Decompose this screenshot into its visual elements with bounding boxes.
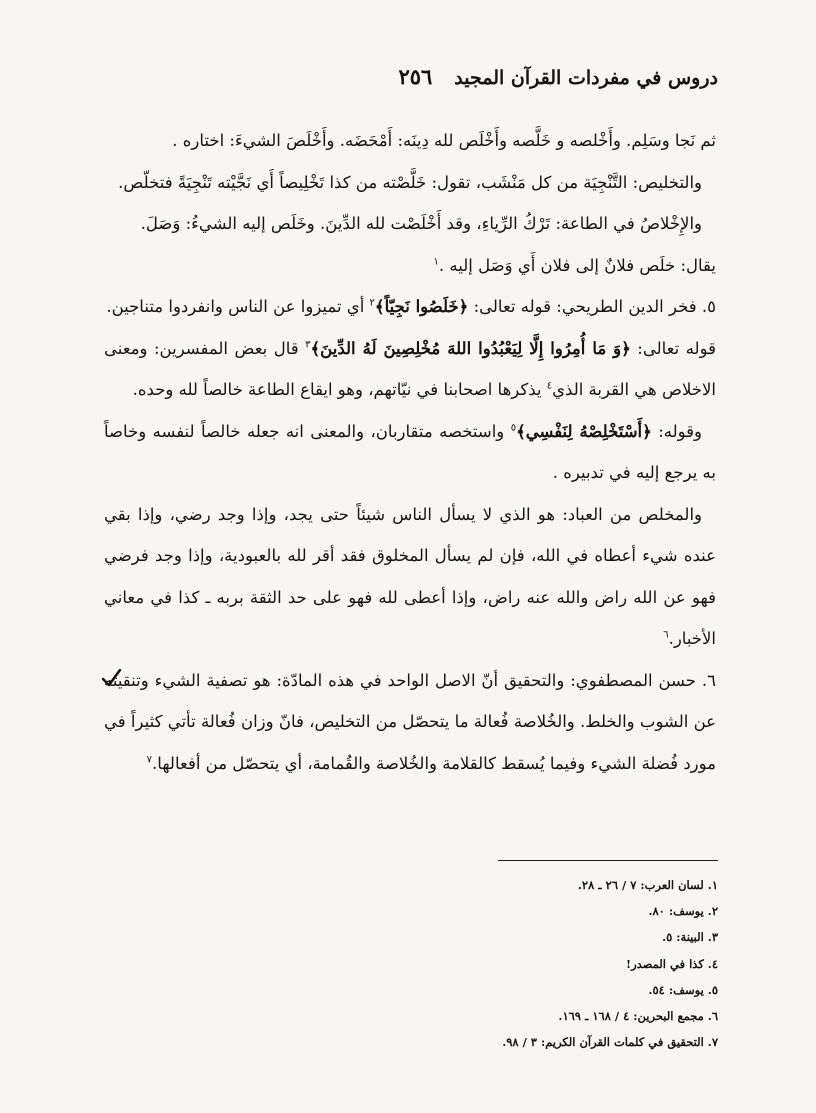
body-text	[104, 120, 716, 784]
footnote-item: ٥. يوسف: ٥٤.	[648, 982, 718, 997]
header-title: دروس في مفردات القرآن المجيد	[454, 67, 718, 89]
quran-quote: ﴿خَلَصُوا نَجِيّاً﴾	[374, 297, 469, 316]
line-3: والإِخْلاصُ في الطاعة: تَرْكُ الرِّياءِ، وقد أَخْلَصْت لله الدِّينَ. وخَلَص إليه الشيءُ: وَصَلَ.	[140, 214, 702, 233]
footnote-ref: ٢	[369, 297, 375, 309]
text: والمخلص من العباد: هو الذي لا يسأل الناس شيئاً حتى يجد، وإذا وجد رضي، وإذا بقي عنده شيء أعطاه في الله، فإن لم يسأل المخلوق فقد أقر لله بالعبودية، وإذا وجد فرضي فهو عن الله راض والله عنه راض، وإذا أعطى لله فهو على حد الثقة بربه ـ كذا في معاني الأخبار.	[104, 504, 716, 648]
footnote-ref: ٤	[546, 380, 553, 392]
footnote-ref: ٦	[663, 629, 669, 641]
paragraph-3	[104, 203, 716, 245]
paragraph-1	[104, 120, 716, 162]
footnote-item: ٧. التحقيق في كلمات القرآن الكريم: ٣ / ٩٨.	[502, 1035, 718, 1050]
line-4: يقال: خلَص فلانٌ إلى فلان أَي وَصَل إليه .	[438, 255, 716, 275]
footnote-item: ١. لسان العرب: ٧ / ٢٦ ـ ٢٨.	[577, 878, 718, 892]
footnote-ref: ١	[433, 256, 439, 267]
footnote-ref: ٥	[510, 422, 517, 433]
line-2: والتخليص: التَّنْجِيَة من كل مَنْشَب، تقول: خَلَّصْته من كذا تَخْلِيصاً أَي نَجَّيْته تَنْجِيَةً فتخلّص.	[118, 172, 702, 192]
quran-quote: ﴿أَسْتَخْلِصْهُ لِنَفْسِي﴾	[516, 421, 652, 441]
text: قوله تعالى:	[630, 338, 716, 358]
paragraph-istakhlis	[104, 411, 716, 494]
paragraph-ikhlas	[104, 328, 716, 411]
footnote-item: ٣. البينة: ٥.	[662, 930, 718, 945]
footnote-ref: ٧	[146, 754, 153, 765]
paragraph-mustafawi	[104, 660, 716, 785]
check-mark-icon	[100, 667, 122, 689]
text: أي تميزوا عن الناس وانفردوا متناجين.	[106, 297, 370, 316]
paragraph-tarihi	[104, 286, 716, 328]
text: وقوله:	[651, 421, 703, 441]
running-header	[98, 64, 718, 89]
footnotes	[318, 872, 718, 1055]
paragraph-4	[104, 245, 716, 287]
footnote-item: ٢. يوسف: ٨٠.	[648, 904, 718, 919]
footnote-ref: ٣	[305, 339, 311, 350]
page-number: ٢٥٦	[398, 64, 433, 89]
paragraph-2	[104, 162, 716, 204]
footnote-item: ٦. مجمع البحرين: ٤ / ١٦٨ ـ ١٦٩.	[558, 1009, 718, 1024]
text: يذكرها اصحابنا في نيّاتهم، وهو ايقاع الطاعة خالصاً لله وحده.	[132, 380, 547, 399]
footnote-divider	[498, 860, 718, 861]
paragraph-mukhlis	[104, 494, 716, 660]
text: واستخصه متقاربان، والمعنى انه جعله خالصاً لنفسه وخاصاً به يرجع إليه في تدبيره .	[104, 421, 716, 482]
footnote-item: ٤. كذا في المصدر!	[626, 956, 718, 971]
text: قال بعض المفسرين: ومعنى الاخلاص هي القربة الذي	[104, 338, 716, 399]
text: ٦. حسن المصطفوي: والتحقيق أنّ الاصل الواحد في هذه المادّة: هو تصفية الشيء وتنقيته عن الشوب والخلط. والخُلاصة فُعالة ما يتحصّل من التخليص، فانّ وزان فُعالة تأتي كثيراً في مورد فُضلة الشيء وفيما يُسقط كالقلامة والخُلاصة والقُمامة، أي يتحصّل من أفعالها.	[104, 670, 716, 773]
text: ٥. فخر الدين الطريحي: قوله تعالى:	[468, 297, 716, 316]
line-1: ثم نَجا وسَلِم. وأَخْلصه و خَلَّصه وأَخْلَص لله دِينَه: أَمْحَضَه. وأَخْلَصَ الشيءَ: اختاره .	[172, 131, 716, 150]
quran-quote: ﴿وَ مَا أُمِرُوا إِلَّا لِيَعْبُدُوا اللهَ مُخْلِصِينَ لَهُ الدِّينَ﴾	[310, 338, 631, 358]
